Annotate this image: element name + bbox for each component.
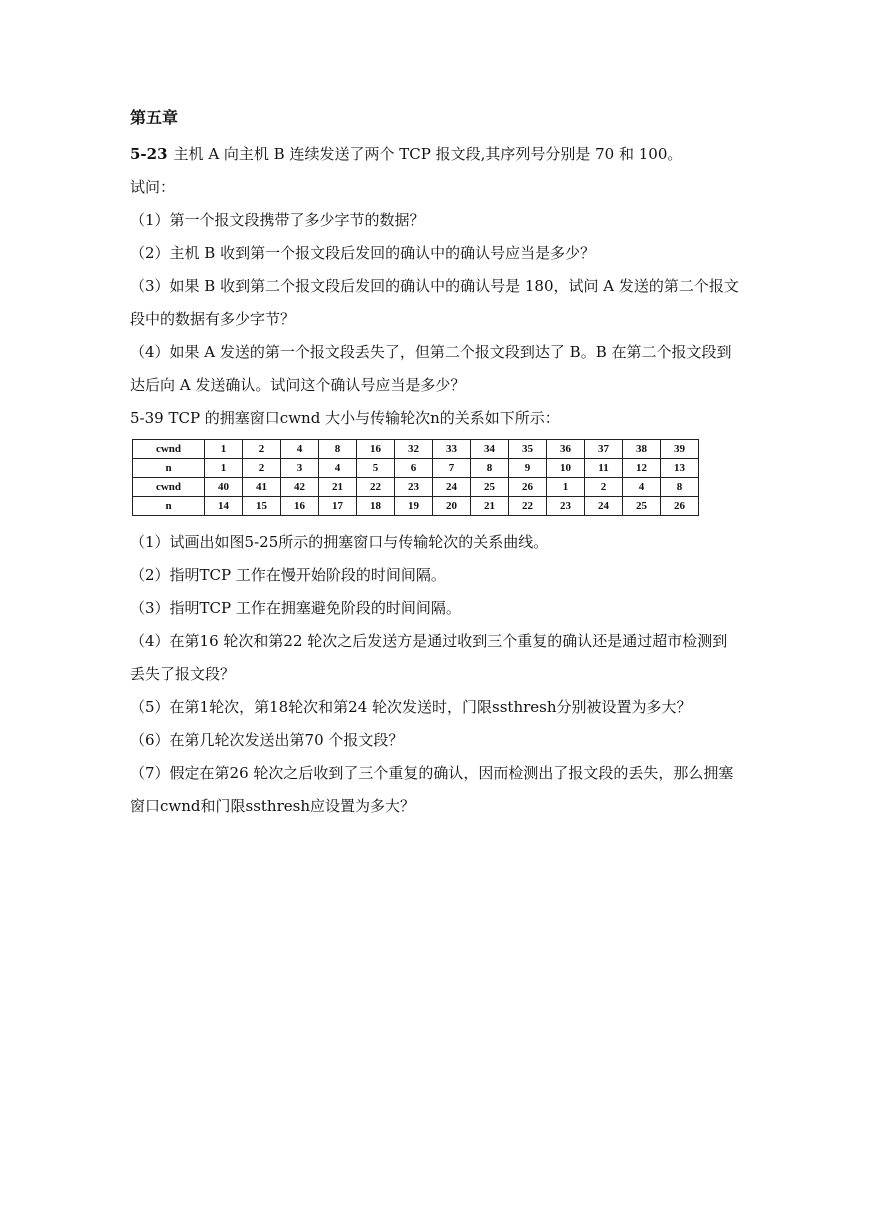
question-number: 5-23 bbox=[130, 145, 168, 163]
table-cell: 38 bbox=[623, 440, 661, 459]
table-cell: 39 bbox=[661, 440, 699, 459]
table-cell: 21 bbox=[471, 497, 509, 516]
table-cell: 17 bbox=[319, 497, 357, 516]
table-cell: 2 bbox=[585, 478, 623, 497]
table-cell: 36 bbox=[547, 440, 585, 459]
table-cell: 22 bbox=[357, 478, 395, 497]
table-cell: 33 bbox=[433, 440, 471, 459]
table-cell: 1 bbox=[205, 459, 243, 478]
question-5-39-item-7: （7）假定在第26 轮次之后收到了三个重复的确认，因而检测出了报文段的丢失，那么拥塞窗口cwnd和门限ssthresh应设置为多大？ bbox=[130, 764, 734, 815]
table-row bbox=[133, 459, 699, 478]
question-5-39-item-3: （3）指明TCP 工作在拥塞避免阶段的时间间隔。 bbox=[130, 599, 461, 617]
question-5-23-item-2: （2）主机 B 收到第一个报文段后发回的确认中的确认号应当是多少？ bbox=[130, 244, 596, 262]
question-5-23-item-3: （3）如果 B 收到第二个报文段后发回的确认中的确认号是 180，试问 A 发送的第二个报文段中的数据有多少字节？ bbox=[130, 277, 739, 328]
table-cell: 34 bbox=[471, 440, 509, 459]
table-row bbox=[133, 497, 699, 516]
table-cell: 4 bbox=[319, 459, 357, 478]
table-cell: 25 bbox=[471, 478, 509, 497]
table-cell: 37 bbox=[585, 440, 623, 459]
table-cell: 1 bbox=[547, 478, 585, 497]
table-row bbox=[133, 478, 699, 497]
question-5-23-item-4: （4）如果 A 发送的第一个报文段丢失了，但第二个报文段到达了 B。B 在第二个报文段到达后向 A 发送确认。试问这个确认号应当是多少？ bbox=[130, 343, 732, 394]
question-5-39-item-1: （1）试画出如图5-25所示的拥塞窗口与传输轮次的关系曲线。 bbox=[130, 533, 549, 551]
question-5-39-item-6: （6）在第几轮次发送出第70 个报文段？ bbox=[130, 731, 404, 749]
table-cell: 5 bbox=[357, 459, 395, 478]
table-cell: 16 bbox=[281, 497, 319, 516]
chapter-title: 第五章 bbox=[130, 108, 179, 127]
table-cell: 22 bbox=[509, 497, 547, 516]
table-cell: 13 bbox=[661, 459, 699, 478]
table-cell: 2 bbox=[243, 440, 281, 459]
table-cell: 26 bbox=[509, 478, 547, 497]
table-cell: 16 bbox=[357, 440, 395, 459]
table-cell: 6 bbox=[395, 459, 433, 478]
table-cell: 8 bbox=[661, 478, 699, 497]
table-cell: 35 bbox=[509, 440, 547, 459]
question-5-39-item-5: （5）在第1轮次，第18轮次和第24 轮次发送时，门限ssthresh分别被设置为多大？ bbox=[130, 698, 692, 716]
table-cell: 1 bbox=[205, 440, 243, 459]
table-cell: 20 bbox=[433, 497, 471, 516]
question-5-23-item-1: （1）第一个报文段携带了多少字节的数据？ bbox=[130, 211, 425, 229]
table-cell: 8 bbox=[319, 440, 357, 459]
table-cell: 14 bbox=[205, 497, 243, 516]
table-cell: 24 bbox=[585, 497, 623, 516]
table-cell: 4 bbox=[623, 478, 661, 497]
table-cell: 8 bbox=[471, 459, 509, 478]
table-cell: 11 bbox=[585, 459, 623, 478]
table-cell: 32 bbox=[395, 440, 433, 459]
row-label: n bbox=[133, 459, 205, 478]
question-5-39-item-4: （4）在第16 轮次和第22 轮次之后发送方是通过收到三个重复的确认还是通过超市检测到丢失了报文段？ bbox=[130, 632, 728, 683]
table-cell: 9 bbox=[509, 459, 547, 478]
row-label: cwnd bbox=[133, 478, 205, 497]
table-cell: 40 bbox=[205, 478, 243, 497]
table-cell: 3 bbox=[281, 459, 319, 478]
question-stem-text: 主机 A 向主机 B 连续发送了两个 TCP 报文段,其序列号分别是 70 和 100。 bbox=[173, 145, 683, 163]
table-cell: 21 bbox=[319, 478, 357, 497]
table-row bbox=[133, 440, 699, 459]
table-cell: 23 bbox=[395, 478, 433, 497]
table-cell: 7 bbox=[433, 459, 471, 478]
table-cell: 12 bbox=[623, 459, 661, 478]
row-label: cwnd bbox=[133, 440, 205, 459]
table-cell: 10 bbox=[547, 459, 585, 478]
cwnd-table bbox=[132, 439, 699, 516]
table-cell: 26 bbox=[661, 497, 699, 516]
table-cell: 41 bbox=[243, 478, 281, 497]
table-cell: 23 bbox=[547, 497, 585, 516]
table-cell: 25 bbox=[623, 497, 661, 516]
question-5-39-item-2: （2）指明TCP 工作在慢开始阶段的时间间隔。 bbox=[130, 566, 446, 584]
table-cell: 15 bbox=[243, 497, 281, 516]
table-cell: 2 bbox=[243, 459, 281, 478]
table-cell: 18 bbox=[357, 497, 395, 516]
document-page bbox=[130, 108, 742, 823]
table-cell: 24 bbox=[433, 478, 471, 497]
question-5-39-stem: 5-39 TCP 的拥塞窗口cwnd 大小与传输轮次n的关系如下所示： bbox=[130, 409, 560, 427]
row-label: n bbox=[133, 497, 205, 516]
question-5-23-stem-cont: 试问： bbox=[130, 178, 176, 196]
question-5-23-stem bbox=[130, 138, 742, 171]
table-cell: 19 bbox=[395, 497, 433, 516]
table-cell: 42 bbox=[281, 478, 319, 497]
table-cell: 4 bbox=[281, 440, 319, 459]
